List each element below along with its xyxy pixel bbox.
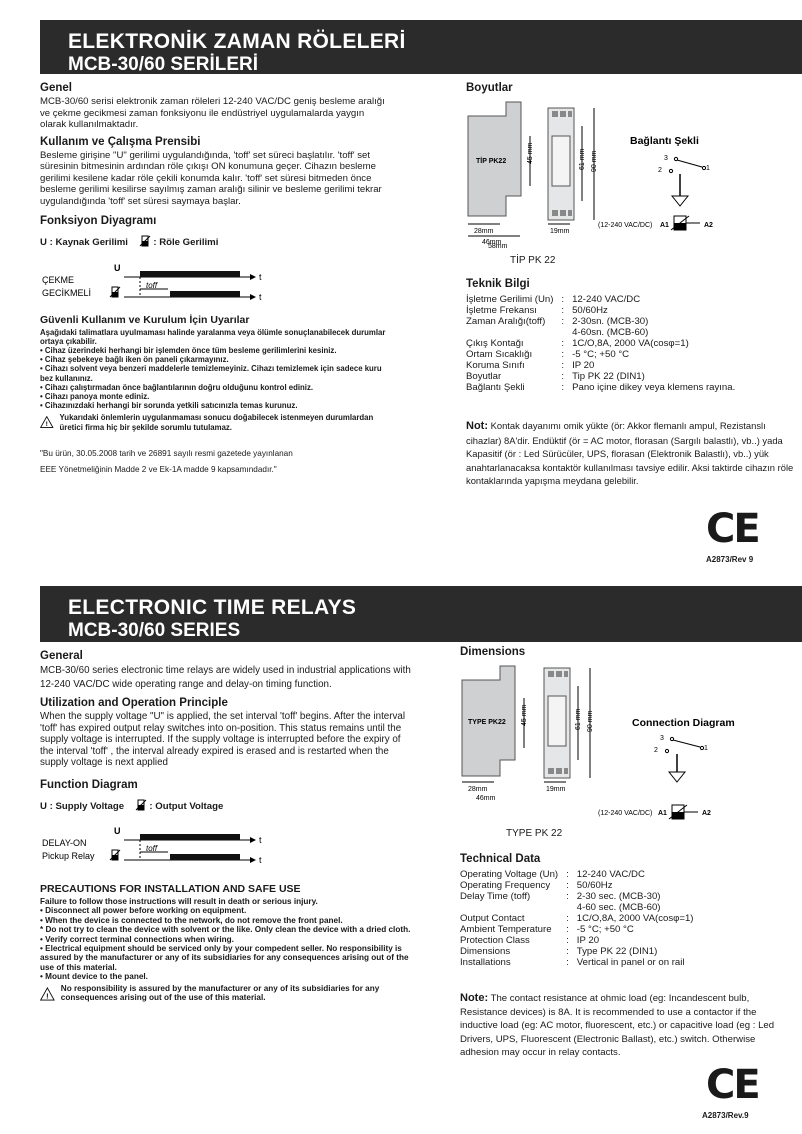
spec-value: 50/60Hz [572, 305, 608, 316]
diagram-label1-en: DELAY-ON [42, 838, 87, 848]
ce-mark-en: CE [706, 1062, 759, 1108]
spec-value: 2-30 sec. (MCB-30) [576, 891, 661, 902]
spec-key: Operating Voltage (Un) [460, 869, 559, 880]
warning-icon [40, 984, 55, 1004]
title-tr: ELEKTRONİK ZAMAN RÖLELERİ [68, 30, 406, 53]
spec-key: Installations [460, 957, 511, 968]
dim-45: 45 mm [521, 704, 528, 726]
diagram-u-en: U [114, 826, 121, 836]
spec-row: Boyutlar : Tip PK 22 (DIN1) [466, 371, 735, 382]
subtitle-tr: MCB-30/60 SERİLERİ [68, 54, 259, 75]
spec-key: Bağlantı Şekli [466, 382, 525, 393]
diagram-t2-tr: t [259, 291, 262, 302]
spec-value: IP 20 [572, 360, 595, 371]
diagram-u-tr: U [114, 262, 121, 273]
dim-46: 46mm [482, 239, 502, 246]
diagram-toff-en: toff [146, 844, 158, 853]
connection-heading-en: Connection Diagram [632, 717, 735, 729]
spec-row: İşletme Gerilimi (Un) : 12-240 VAC/DC [466, 294, 735, 305]
note-label-tr: Not: [466, 420, 488, 432]
utilization-heading-en: Utilization and Operation Principle [40, 697, 228, 709]
relay-coil-icon [135, 799, 147, 811]
title-banner-tr [40, 20, 802, 74]
right-column-en [460, 646, 796, 1060]
dim-19: 19mm [550, 228, 570, 235]
diagram-toff-tr: toff [146, 280, 158, 290]
spec-key: Boyutlar [466, 371, 502, 382]
spec-row: Ambient Temperature : -5 °C; +50 °C [460, 924, 694, 935]
regulation-line1: "Bu ürün, 30.05.2008 tarih ve 26891 sayılı resmi gazetede yayınlanan [40, 448, 293, 458]
conn-a1: A1 [660, 222, 669, 229]
dimensions-heading-tr: Boyutlar [466, 82, 513, 94]
spec-value: 1C/O,8A, 2000 VA(cosφ=1) [576, 913, 694, 924]
spec-value: IP 20 [576, 935, 600, 946]
spec-value: 4-60 sec. (MCB-60) [576, 902, 661, 913]
spec-value: 1C/O,8A, 2000 VA(cosφ=1) [572, 338, 689, 349]
ce-mark-tr: CE [706, 506, 759, 552]
conn-a2: A2 [704, 222, 713, 229]
spec-key: Dimensions [460, 946, 511, 957]
technical-heading-tr: Teknik Bilgi [466, 278, 530, 290]
dim-28: 28mm [474, 228, 494, 235]
diagram-t2-en: t [259, 855, 262, 865]
safety-item: • Mount device to the panel. [40, 972, 148, 982]
safety-intro-en: Failure to follow those instructions will result in death or serious injury. [40, 897, 318, 906]
spec-value: Pano içine dikey veya klemens rayına. [572, 382, 736, 393]
regulation-note-tr [40, 446, 390, 478]
diagram-legend-en [40, 799, 414, 813]
safety-item: • Cihazı solvent veya benzeri maddelerle temizlemeyiniz. Cihazı temizlemek için sadece kuru bez kullanınız. [40, 364, 382, 383]
spec-value: 2-30sn. (MCB-30) [572, 316, 649, 327]
conn-a2: A2 [702, 810, 711, 817]
dim-58: 58mm [488, 243, 508, 248]
function-heading-tr: Fonksiyon Diyagramı [40, 215, 157, 227]
spec-key: Koruma Sınıfı [466, 360, 525, 371]
safety-intro-tr: Aşağıdaki talimatlara uyulmaması halinde yaralanma veya ölümle sonuçlanabilecek durumlar ortaya çıkabilir. [40, 327, 386, 346]
safety-item: • Electrical equipment should be serviced only by your compedent seller. No responsibility is assured by the manufacturer or any of its subsidiaries for any consequences arising out of the use of this material. [40, 944, 409, 972]
spec-key [466, 327, 553, 338]
spec-key: Delay Time (toff) [460, 891, 531, 902]
diagram-label1-tr: ÇEKME [42, 274, 75, 285]
spec-row: Dimensions : Type PK 22 (DIN1) [460, 946, 694, 957]
svg-text:!: ! [46, 991, 49, 1001]
regulation-line2: EEE Yönetmeliğinin Madde 2 ve Ek-1A madde 9 kapsamındadır." [40, 464, 277, 474]
safety-item: * Do not try to clean the device with solvent or the like. Only clean the device with a dried cloth. [40, 925, 411, 935]
spec-key: Operating Frequency [460, 880, 551, 891]
diagram-t1-tr: t [259, 271, 262, 282]
spec-value: Type PK 22 (DIN1) [576, 946, 658, 957]
spec-key: Ambient Temperature [460, 924, 552, 935]
note-label-en: Note: [460, 992, 489, 1004]
safety-item: • Cihazınızdaki herhangi bir sorunda yetkili satıcınızla temas kurunuz. [40, 401, 298, 411]
general-text-tr: MCB-30/60 serisi elektronik zaman röleleri 12-240 VAC/DC geniş besleme aralığı ve çekme gecikmesi zaman fonksiyonu ile endüstriyel uygulamalarda yaygın olarak kullanılmaktadır. [40, 96, 385, 130]
diagram-label2-en: Pickup Relay [42, 851, 95, 861]
technical-heading-en: Technical Data [460, 853, 541, 865]
spec-row: Operating Frequency : 50/60Hz [460, 880, 694, 891]
dim-19: 19mm [546, 786, 566, 793]
warning-text-en: No responsibility is assured by the manufacturer or any of its subsidiaries for any consequences arising out of the use of this material. [60, 983, 380, 1003]
dim-61: 61 mm [579, 148, 586, 170]
spec-value: 12-240 VAC/DC [576, 869, 645, 880]
spec-row: Koruma Sınıfı : IP 20 [466, 360, 735, 371]
safety-item: • Cihaz şebekeye bağlı iken ön paneli çıkarmayınız. [40, 355, 229, 365]
spec-value: Tip PK 22 (DIN1) [572, 371, 645, 382]
safety-heading-tr: Güvenli Kullanım ve Kurulum İçin Uyarılar [40, 313, 250, 326]
spec-key [460, 902, 558, 913]
spec-value: -5 °C; +50 °C [572, 349, 630, 360]
spec-row [466, 327, 735, 338]
conn-pin-3: 3 [664, 155, 668, 162]
spec-row: Installations : Vertical in panel or on rail [460, 957, 694, 968]
spec-key: Ortam Sıcaklığı [466, 349, 533, 360]
warning-block-tr [40, 413, 390, 431]
safety-item: • Cihaz üzerindeki herhangi bir işlemden önce tüm besleme gerilimlerini kesiniz. [40, 345, 337, 355]
relay-coil-icon [139, 235, 151, 247]
dim-45: 45 mm [527, 142, 534, 164]
title-en: ELECTRONIC TIME RELAYS [68, 596, 357, 619]
spec-key: İşletme Frekansı [466, 305, 537, 316]
utilization-text-en: When the supply voltage "U" is applied, the set interval 'toff' begins. After the interval 'toff' has expired output relay switches into on-position. This status remains until the supply voltage is interrupted. If the supply voltage is interrupted before the expiry of the interval 'toff' , the interval already expired is erased and is restarted when the supply voltage is next applied [40, 711, 406, 768]
spec-row: Bağlantı Şekli : Pano içine dikey veya klemens rayına. [466, 382, 736, 393]
svg-text:!: ! [45, 421, 48, 429]
spec-row: İşletme Frekansı : 50/60Hz [466, 305, 735, 316]
general-text-en: MCB-30/60 series electronic time relays are widely used in industrial applications with 12-240 VAC/DC wide operating range and delay-on timing function. [40, 665, 411, 690]
spec-key: Çıkış Kontağı [466, 338, 524, 349]
left-column-tr [40, 82, 390, 478]
warning-text-tr: Yukarıdaki önlemlerin uygulanmaması sonucu doğabilecek istenmeyen durumlardan üretici firma hiç bir şekilde sorumlu tutulamaz. [59, 413, 374, 432]
spec-table-tr [466, 294, 735, 393]
dimensions-drawing-tr [466, 96, 796, 248]
safety-item: • Verify correct terminal connections when wiring. [40, 934, 234, 944]
right-column-tr [466, 82, 796, 488]
doc-code-en: A2873/Rev.9 [702, 1111, 749, 1120]
dim-46: 46mm [476, 795, 496, 800]
conn-supply: (12-240 VAC/DC) [598, 810, 653, 817]
function-heading-en: Function Diagram [40, 778, 138, 791]
note-tr [466, 419, 796, 488]
safety-item: • Cihazı panoya monte ediniz. [40, 391, 150, 401]
connection-heading-tr: Bağlantı Şekli [630, 135, 699, 147]
conn-pin-1: 1 [706, 165, 710, 172]
conn-a1: A1 [658, 810, 667, 817]
note-en [460, 992, 796, 1060]
spec-row: Output Contact : 1C/O,8A, 2000 VA(cosφ=1) [460, 913, 694, 924]
function-diagram-tr [40, 259, 300, 303]
spec-row: Zaman Aralığı(toff) : 2-30sn. (MCB-30) [466, 316, 735, 327]
spec-table-en [460, 869, 694, 968]
warning-block-en [40, 984, 414, 1004]
dimensions-drawing-en [460, 660, 796, 800]
legend-relay-tr: : Röle Gerilimi [153, 237, 219, 248]
legend-relay-en: : Output Voltage [149, 800, 224, 812]
spec-value: Vertical in panel or on rail [576, 957, 685, 968]
note-text-en: The contact resistance at ohmic load (eg: Incandescent bulb, Resistance devices) is 8A. It is recommended to use a contactor if the inductive load (eg: AC motor, fluorescent, etc.) or capacitive load (eg : Led Drivers, UPS, Fluorescent (Electronic Ballast), etc.) switch. Otherwise adhesion may occur in relay contacts. [460, 993, 775, 1058]
conn-supply: (12-240 VAC/DC) [598, 222, 653, 229]
conn-pin-2: 2 [658, 167, 662, 174]
function-diagram-en [40, 822, 300, 866]
note-text-tr: Kontak dayanımı omik yükte (ör: Akkor flemanlı ampul, Rezistanslı cihazlar) 8A'dir. Endüktif (ör = AC motor, florasan (Sargılı balastlı), vb..) yada Kapasitif (ör : Led Sürücüler, UPS, florasan (Elektronik Balastlı), vb..) yük anahtarlanacaksa kontaktör kullanılması tavsiye edilir. Aksi taktirde cihazın röle kontaklarında yapışma meydana gelebilir. [466, 420, 794, 486]
spec-row: Çıkış Kontağı : 1C/O,8A, 2000 VA(cosφ=1) [466, 338, 735, 349]
dim-90: 90 mm [587, 710, 594, 732]
dimensions-heading-en: Dimensions [460, 646, 526, 658]
type-caption-en: TYPE PK 22 [506, 828, 563, 839]
spec-row: Protection Class : IP 20 [460, 935, 694, 946]
conn-pin-2: 2 [654, 747, 658, 754]
connection-terminals-en [460, 803, 796, 823]
general-heading-en: General [40, 650, 83, 662]
spec-row: Operating Voltage (Un) : 12-240 VAC/DC [460, 869, 694, 880]
conn-pin-3: 3 [660, 735, 664, 742]
spec-value: 12-240 VAC/DC [572, 294, 641, 305]
spec-key: Protection Class [460, 935, 530, 946]
spec-value: 50/60Hz [576, 880, 613, 891]
doc-code-tr: A2873/Rev 9 [706, 555, 754, 564]
safety-item: • Cihazı çalıştırmadan önce bağlantılarının doğru olduğunu kontrol ediniz. [40, 382, 314, 392]
type-caption-tr: TİP PK 22 [510, 255, 556, 266]
subtitle-en: MCB-30/60 SERIES [68, 620, 241, 641]
diagram-label2-tr: GECİKMELİ [42, 287, 92, 298]
general-heading-tr: Genel [40, 82, 72, 94]
legend-supply-tr: U : Kaynak Gerilimi [40, 237, 128, 248]
type-label-tr: TİP PK22 [476, 158, 507, 165]
dim-28: 28mm [468, 786, 488, 793]
dim-61: 61 mm [575, 708, 582, 730]
spec-row [460, 902, 694, 913]
diagram-t1-en: t [259, 835, 262, 845]
title-banner-en [40, 586, 802, 642]
diagram-legend-tr [40, 235, 390, 249]
spec-key: Zaman Aralığı(toff) [466, 316, 546, 327]
dim-90: 90 mm [591, 150, 598, 172]
spec-key: Output Contact [460, 913, 525, 924]
safety-item: • Disconnect all power before working on equipment. [40, 906, 247, 916]
safety-item: • When the device is connected to the network, do not remove the front panel. [40, 915, 343, 925]
spec-key: İşletme Gerilimi (Un) [466, 294, 554, 305]
utilization-heading-tr: Kullanım ve Çalışma Prensibi [40, 135, 201, 148]
spec-value: 4-60sn. (MCB-60) [572, 327, 649, 338]
left-column-en [40, 650, 414, 1004]
utilization-text-tr: Besleme girişine "U" gerilimi uygulandığında, 'toff' set süreci başlatılır. 'toff' set süresinin bitmesinin ardından röle çıkışı ON konumuna geçer. Cihazın besleme gerilimi kesilene kadar röle çekili konumda kalır. 'toff' set süresi bitmeden önce besleme gerilimi kesilirse sayılmış zaman aralığı silinir ve besleme gerilimi tekrar uygulandığında 'toff' set süresi saymaya başlar. [40, 149, 382, 207]
type-label-en: TYPE PK22 [468, 719, 506, 726]
conn-pin-1: 1 [704, 745, 708, 752]
spec-value: -5 °C; +50 °C [576, 924, 634, 935]
warning-icon [40, 413, 54, 431]
legend-supply-en: U : Supply Voltage [40, 800, 125, 812]
spec-row: Delay Time (toff) : 2-30 sec. (MCB-30) [460, 891, 694, 902]
spec-row: Ortam Sıcaklığı : -5 °C; +50 °C [466, 349, 735, 360]
safety-heading-en: PRECAUTIONS FOR INSTALLATION AND SAFE USE [40, 883, 301, 895]
